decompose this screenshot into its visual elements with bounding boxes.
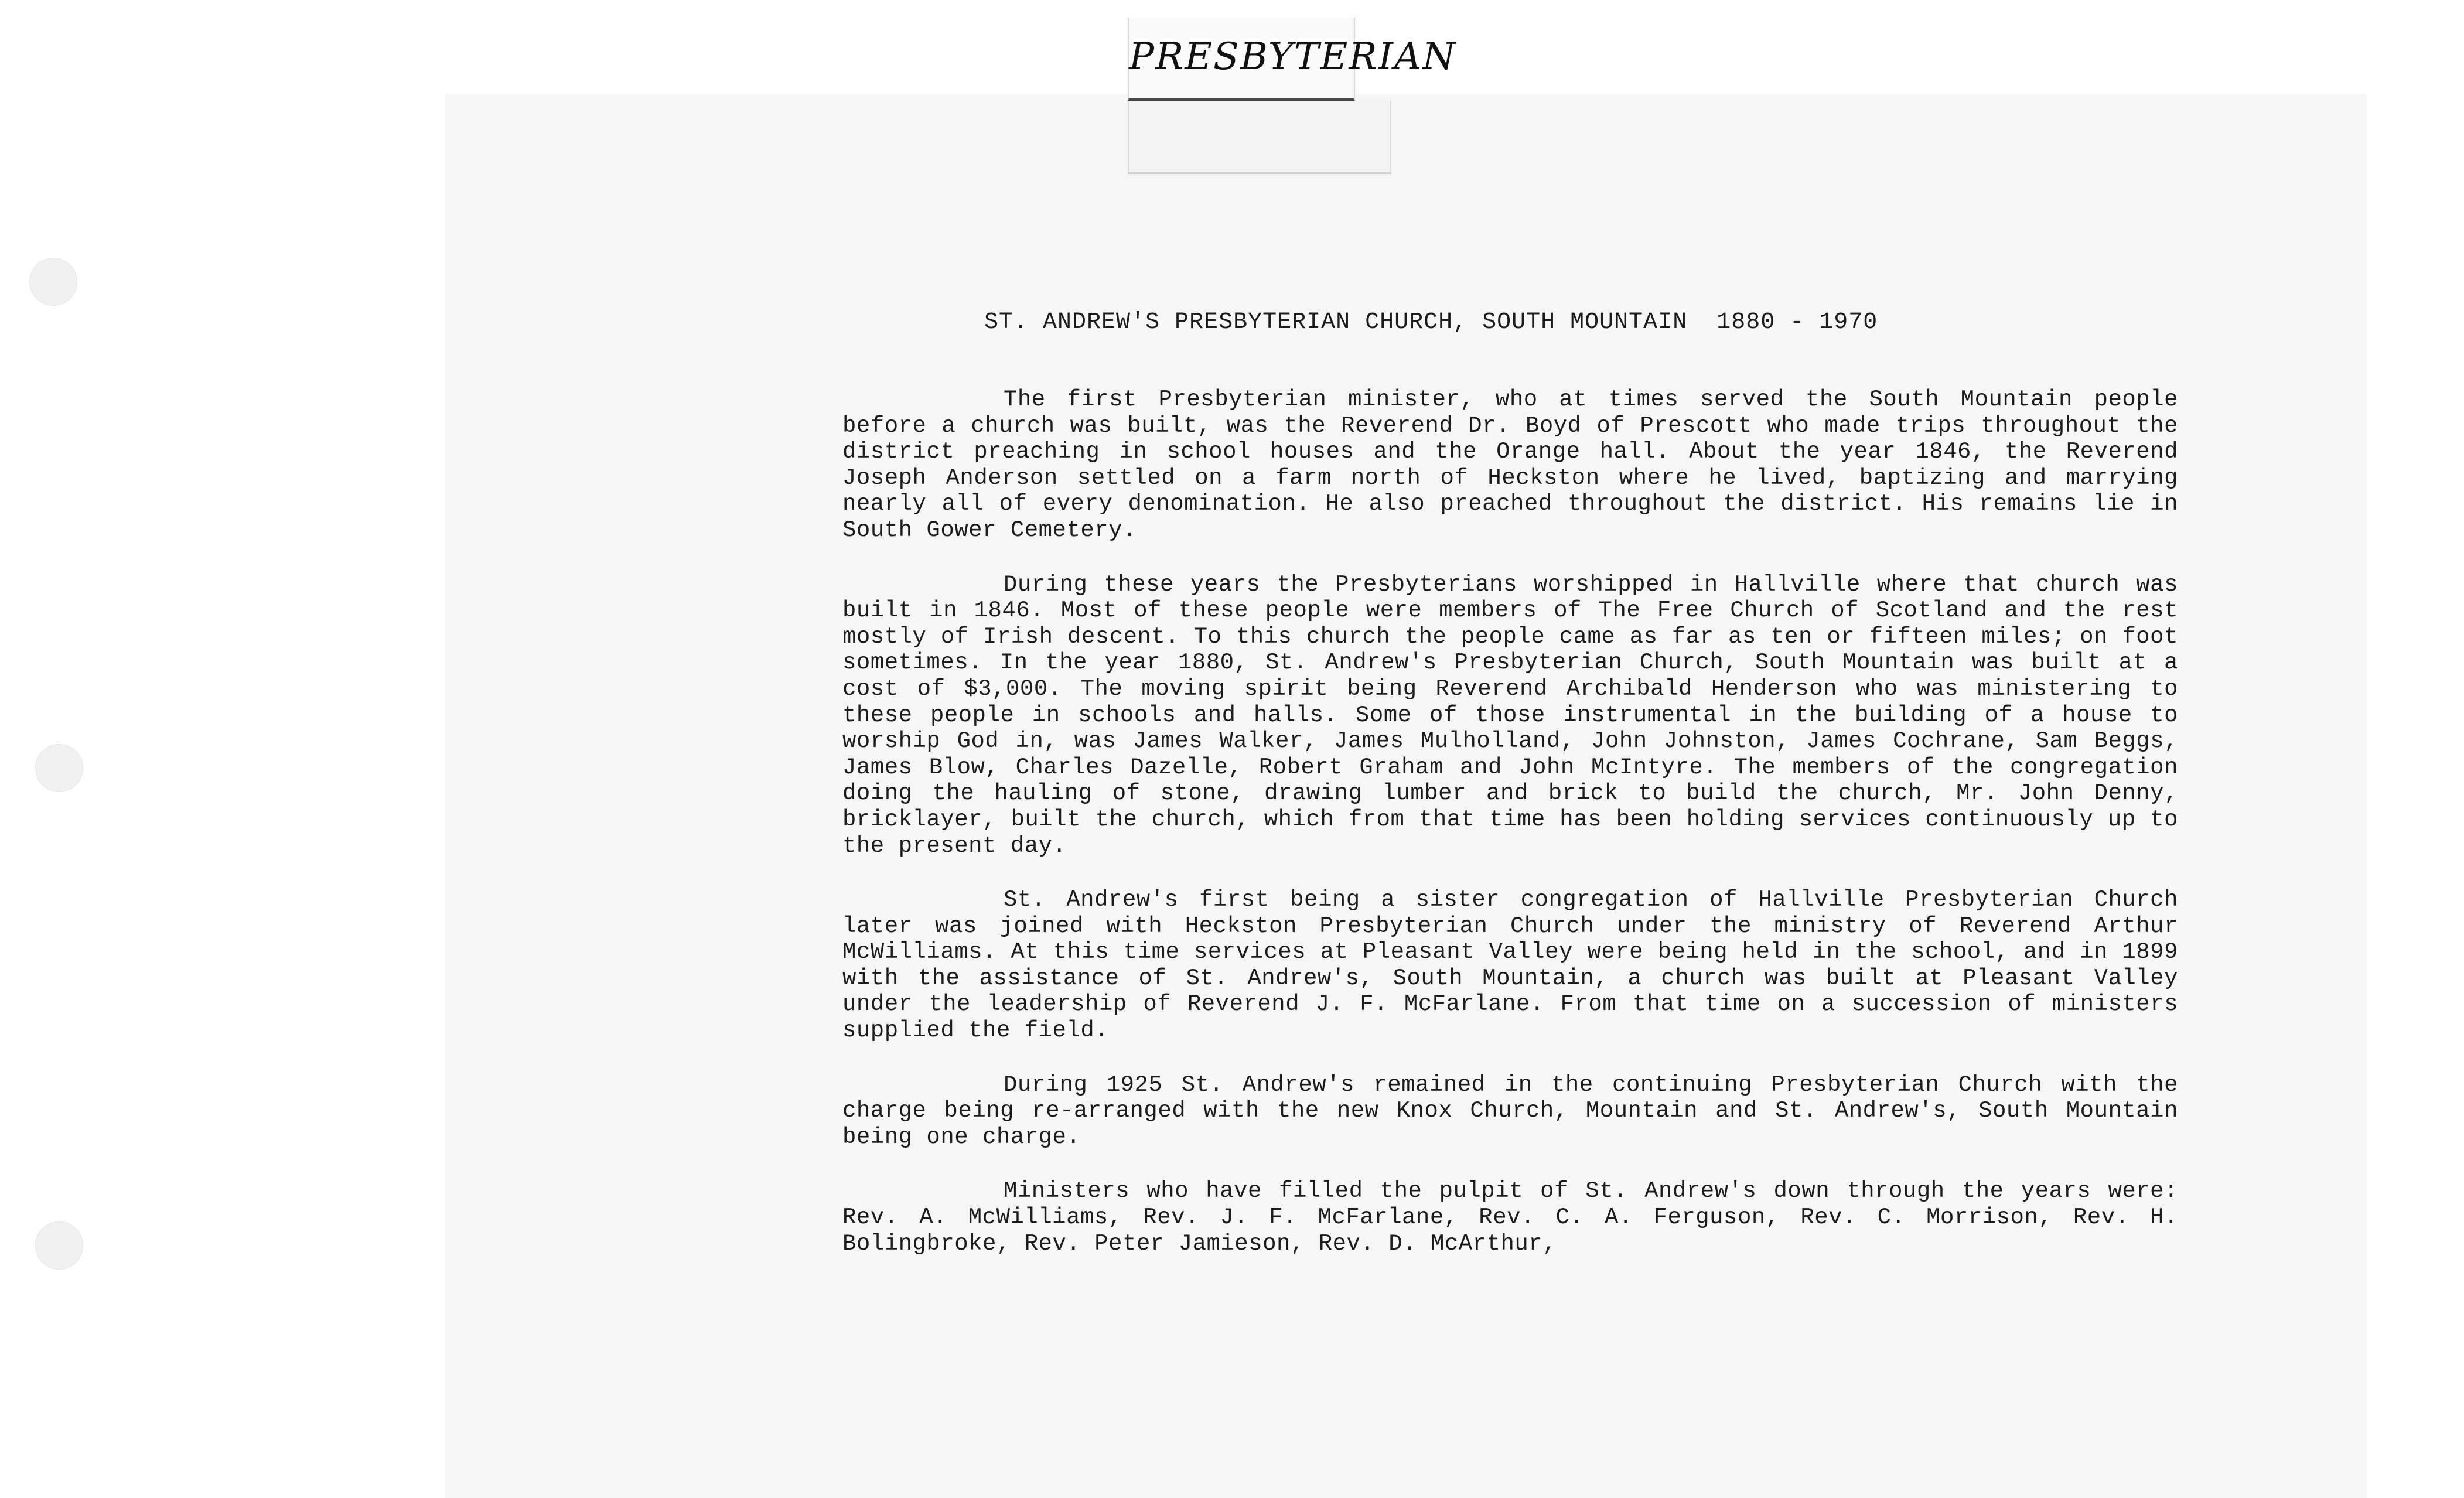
paragraph: St. Andrew's first being a sister congregation of Hallville Presbyterian Church later was joined with Heckston Presbyterian Church under the ministry of Reverend Arthur McWilliams. At this time services at Pleasant Valley were being held in the school, and in 1899 with the assistance of St. Andrew's, South Mountain, a church was built at Pleasant Valley under the leadership of Reverend J. F. McFarlane. From that time on a succession of ministers supplied the field. [842, 887, 2178, 1044]
folder-tab-label: PRESBYTERIAN [1129, 35, 1457, 79]
paragraph: During these years the Presbyterians worshipped in Hallville where that church was built in 1846. Most of these people were members of The Free Church of Scotland and the rest mostly of Irish descent. To this church the people came as far as ten or fifteen miles; on foot sometimes. In the year 1880, St. Andrew's Presbyterian Church, South Mountain was built at a cost of $3,000. The moving spirit being Reverend Archibald Henderson who was ministering to these people in schools and halls. Some of those instrumental in the building of a house to worship God in, was James Walker, James Mulholland, John Johnston, James Cochrane, Sam Beggs, James Blow, Charles Dazelle, Robert Graham and John McIntyre. The members of the congregation doing the hauling of stone, drawing lumber and brick to build the church, Mr. John Denny, bricklayer, built the church, which from that time has been holding services continuously up to the present day. [842, 571, 2178, 859]
punch-hole-top [29, 258, 77, 306]
paragraph: The first Presbyterian minister, who at times served the South Mountain people before a church was built, was the Reverend Dr. Boyd of Prescott who made trips throughout the district preaching in school houses and the Orange hall. About the year 1846, the Reverend Joseph Anderson settled on a farm north of Heckston where he lived, baptizing and marrying nearly all of every denomination. He also preached throughout the district. His remains lie in South Gower Cemetery. [842, 387, 2178, 543]
document-body [842, 387, 2178, 1285]
folder-tab-backing [1128, 101, 1391, 174]
punch-hole-middle [35, 744, 83, 792]
paragraph: During 1925 St. Andrew's remained in the continuing Presbyterian Church with the charge being re-arranged with the new Knox Church, Mountain and St. Andrew's, South Mountain being one charge. [842, 1072, 2178, 1150]
punch-hole-bottom [35, 1221, 83, 1270]
document-title: ST. ANDREW'S PRESBYTERIAN CHURCH, SOUTH MOUNTAIN 1880 - 1970 [984, 309, 1878, 336]
folder-tab [1128, 18, 1457, 101]
paragraph: Ministers who have filled the pulpit of St. Andrew's down through the years were: Rev. A. McWilliams, Rev. J. F. McFarlane, Rev. C. A. Ferguson, Rev. C. Morrison, Rev. H. Bolingbroke, Rev. Peter Jamieson, Rev. D. McArthur, [842, 1178, 2178, 1257]
